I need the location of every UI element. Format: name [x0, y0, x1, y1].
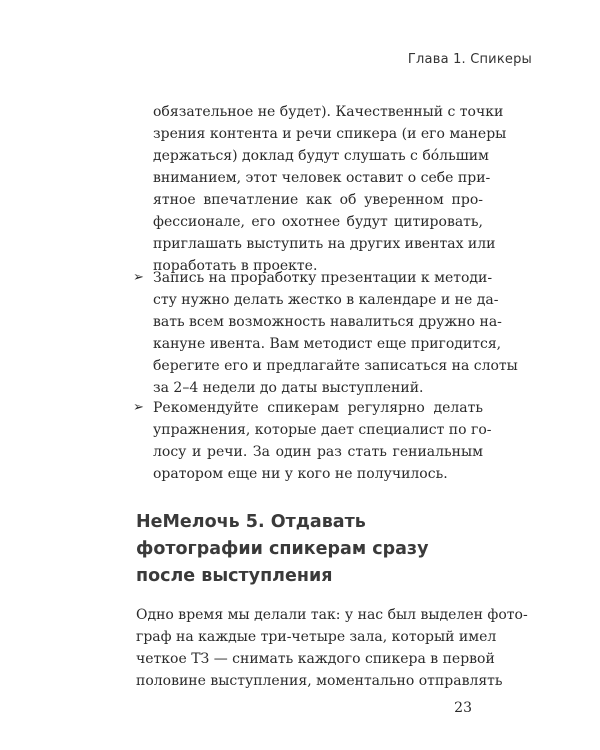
heading-line: НеМелочь 5. Отдавать [136, 512, 366, 532]
text-line: вниманием, этот человек оставит о себе при- [153, 170, 491, 186]
body-paragraph [136, 604, 528, 692]
arrowhead-bullet-icon: ➢ [133, 400, 144, 415]
text-line: вать всем возможность навалиться дружно на- [153, 314, 502, 330]
text-line: фессионале, его охотнее будут цитировать, [153, 214, 483, 230]
text-line: упражнения, которые дает специалист по го- [153, 422, 492, 438]
continuation-paragraph [153, 101, 507, 277]
running-head: Глава 1. Спикеры [407, 52, 532, 67]
text-line: граф на каждые три-четыре зала, который имел [136, 629, 497, 645]
text-line: зрения контента и речи спикера (и его манеры [153, 126, 507, 142]
text-line: четкое ТЗ — снимать каждого спикера в первой [136, 651, 495, 667]
text-line: за 2–4 недели до даты выступлений. [153, 380, 424, 396]
text-line: кануне ивента. Вам методист еще пригодится, [153, 336, 502, 352]
bullet-item [153, 267, 518, 399]
text-line: поработать в проекте. [153, 258, 318, 274]
heading-line: фотографии спикерам сразу [136, 539, 429, 559]
page-number: 23 [454, 700, 472, 716]
text-line: лосу и речи. За один раз стать гениальным [153, 444, 483, 460]
heading-line: после выступления [136, 566, 333, 586]
text-line: берегите его и предлагайте записаться на слоты [153, 358, 518, 374]
text-line: Одно время мы делали так: у нас был выделен фото- [136, 607, 528, 623]
text-line: половине выступления, моментально отправлять [136, 673, 503, 689]
text-line: Запись на проработку презентации к методи- [153, 270, 493, 286]
text-line: приглашать выступить на других ивентах или [153, 236, 496, 252]
bullet-item [153, 397, 492, 485]
arrowhead-bullet-icon: ➢ [133, 270, 144, 285]
text-line: обязательное не будет). Качественный с точки [153, 104, 504, 120]
text-line: Рекомендуйте спикерам регулярно делать [153, 400, 483, 416]
text-line: держаться) доклад будут слушать с бóльшим [153, 148, 489, 164]
text-line: ятное впечатление как об уверенном про- [153, 192, 483, 208]
text-line: сту нужно делать жестко в календаре и не да- [153, 292, 499, 308]
section-heading [136, 509, 496, 590]
text-line: оратором еще ни у кого не получилось. [153, 466, 448, 482]
